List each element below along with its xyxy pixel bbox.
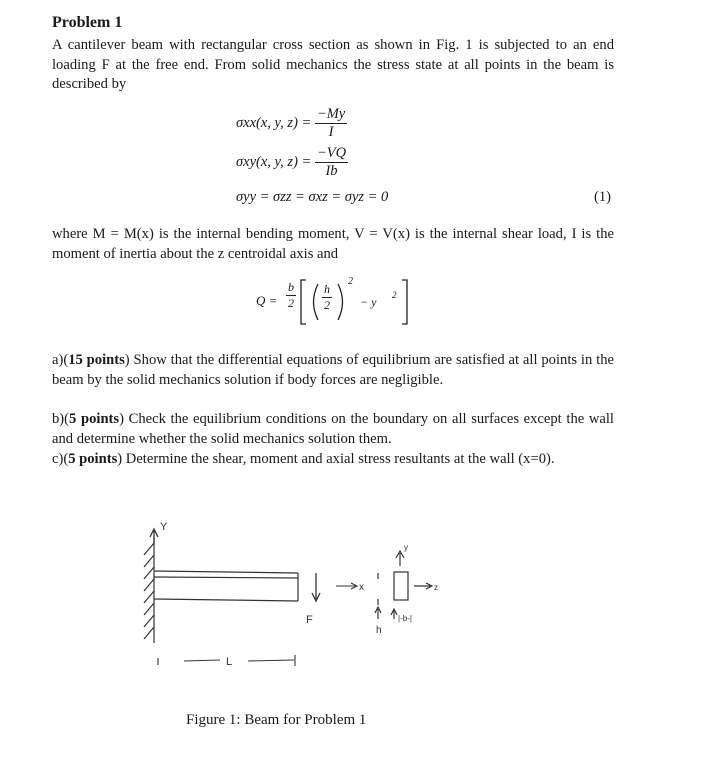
part-c-points: 5 points	[68, 451, 118, 467]
part-c-text: ) Determine the shear, moment and axial stress resultants at the wall (x=0).	[117, 451, 555, 467]
q-lhs: Q =	[256, 293, 278, 308]
q-outer-exponent: 2	[348, 276, 353, 287]
sigma-xy-lhs: σxy(x, y, z) =	[236, 153, 312, 170]
right-square-bracket	[402, 280, 407, 324]
load-f-label: F	[306, 614, 313, 626]
problem-intro: A cantilever beam with rectangular cross section as shown in Fig. 1 is subjected to an end loading F at the free end. From solid mechanics the stress state at all points in the beam is described by	[52, 37, 614, 92]
sigma-xx-denominator: I	[328, 124, 334, 140]
wall-y-arrow-icon	[150, 529, 158, 545]
height-h-label: h	[376, 625, 382, 636]
where-text: where M = M(x) is the internal bending moment, V = V(x) is the internal shear load, I is the moment of inertia about the z centroidal axis and	[52, 226, 614, 262]
q-h: h	[324, 282, 330, 296]
cross-section-y-label: y	[404, 543, 408, 552]
wall-y-label: Y	[160, 521, 168, 533]
q-two-b: 2	[324, 298, 330, 312]
part-a-label: a)(	[52, 352, 69, 368]
x-axis-label: x	[359, 582, 364, 593]
figure-caption: Figure 1: Beam for Problem 1	[186, 712, 367, 728]
height-arrow-icon	[375, 607, 381, 619]
q-y-exponent: 2	[392, 290, 397, 300]
length-l-label: L	[226, 656, 233, 668]
part-b	[52, 410, 614, 449]
beam	[154, 571, 298, 601]
right-paren	[338, 284, 343, 320]
sigma-xy-numerator: −VQ	[316, 145, 347, 161]
x-axis-arrow-icon	[336, 583, 357, 589]
cross-section	[375, 551, 432, 619]
equation-zero-stresses: σyy = σzz = σxz = σyz = 0	[236, 189, 389, 205]
q-b: b	[288, 280, 294, 294]
part-c	[52, 450, 614, 470]
sigma-xy-denominator: Ib	[325, 163, 338, 179]
cross-section-z-label: z	[434, 583, 438, 592]
z-axis-arrow-icon	[414, 583, 432, 589]
equation-sigma-xy	[236, 145, 348, 180]
beam-figure	[130, 515, 470, 680]
sigma-xx-numerator: −My	[316, 106, 346, 122]
q-brackets	[298, 278, 410, 326]
part-b-points: 5 points	[69, 411, 120, 427]
equation-number: (1)	[594, 189, 611, 205]
left-square-bracket	[301, 280, 306, 324]
sigma-xx-lhs: σxx(x, y, z) =	[236, 114, 312, 131]
q-minus-y: − y	[360, 295, 377, 309]
wall	[144, 537, 154, 643]
equation-sigma-xx	[236, 106, 347, 141]
part-a-points: 15 points	[68, 352, 125, 368]
cross-section-rect	[394, 572, 408, 600]
part-b-label: b)(	[52, 411, 70, 427]
q-h-over-2	[322, 282, 332, 313]
width-arrow-icon	[391, 609, 397, 619]
problem-title: Problem 1	[52, 14, 123, 31]
left-paren	[314, 284, 319, 320]
q-b-over-2	[286, 280, 296, 311]
part-b-text: ) Check the equilibrium conditions on the boundary on all surfaces except the wall and determine whether the solid mechanics solution them.	[52, 411, 614, 447]
q-two: 2	[288, 296, 294, 310]
sigma-xy-fraction	[315, 145, 348, 180]
width-b-label: |-b-|	[398, 614, 412, 623]
cross-section-y-arrow-icon	[396, 551, 404, 566]
part-a-text: ) Show that the differential equations of equilibrium are satisfied at all points in the beam by the solid mechanics solution if body forces are negligible.	[52, 352, 614, 388]
part-c-label: c)(	[52, 451, 69, 467]
sigma-xx-fraction	[315, 106, 347, 141]
load-arrow-icon	[312, 573, 320, 601]
part-a	[52, 351, 614, 390]
